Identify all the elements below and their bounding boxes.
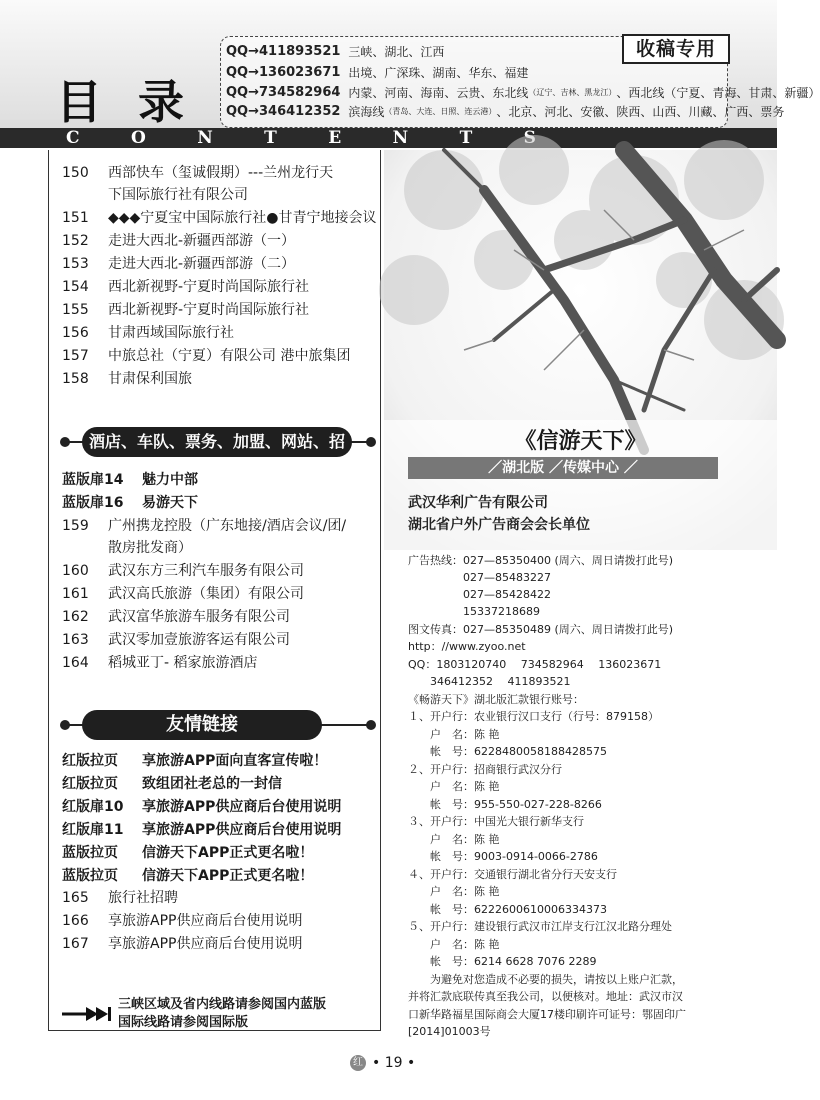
- entry-title: 西北新视野-宁夏时尚国际旅行社: [108, 279, 310, 295]
- page-number-label: • 19 •: [372, 1055, 416, 1071]
- entry-title: 信游天下APP正式更名啦！: [142, 868, 314, 884]
- entry-title: 走进大西北-新疆西部游（二）: [108, 256, 296, 272]
- qq-number: QQ→346412352: [226, 103, 341, 119]
- entry-title: 西部快车（玺诚假期）---兰州龙行天: [108, 165, 334, 181]
- info-line: ３、开户行：中国光大银行新华支行: [408, 815, 584, 828]
- entry-title: 信游天下APP正式更名啦！: [142, 845, 314, 861]
- entry-title: 西北新视野-宁夏时尚国际旅行社: [108, 302, 310, 318]
- page-number: 158: [62, 371, 89, 387]
- qq-line: [226, 61, 528, 83]
- toc-entry[interactable]: [62, 910, 302, 932]
- entry-title: 致组团社老总的一封信: [142, 776, 282, 792]
- page-ref: 红版扉10: [62, 799, 124, 815]
- info-line: 户 名：陈 艳: [408, 938, 500, 951]
- magazine-subtitle: ／湖北版 ／传媒中心 ／: [408, 457, 718, 479]
- page-ref: 红版拉页: [62, 776, 118, 792]
- toc-entry[interactable]: [62, 322, 234, 344]
- qq-regions-more: 、西北线（宁夏、青海、甘肃、新疆）: [616, 85, 820, 100]
- toc-entry[interactable]: [62, 583, 304, 605]
- info-line: 帐 号：9003-0914-0066-2786: [408, 850, 598, 863]
- info-line: ２、开户行：招商银行武汉分行: [408, 763, 562, 776]
- entry-title: 魅力中部: [142, 472, 198, 488]
- page-number: 157: [62, 348, 89, 364]
- page-number: 160: [62, 563, 89, 579]
- entry-title: 旅行社招聘: [108, 890, 178, 906]
- toc-entry[interactable]: [62, 345, 350, 367]
- info-line: 口新华路福星国际商会大厦17楼印刷许可证号：鄂固印广: [408, 1008, 686, 1021]
- qq-regions-more: 、北京、河北、安徽、陕西、山西、川藏、广西、票务: [496, 104, 785, 119]
- contents-letter: C: [66, 128, 80, 148]
- entry-title: 享旅游APP供应商后台使用说明: [142, 799, 342, 815]
- qq-regions: 滨海线: [348, 104, 385, 119]
- entry-title: 走进大西北-新疆西部游（一）: [108, 233, 296, 249]
- banner-dot: [60, 437, 70, 447]
- contents-letter: E: [328, 128, 342, 148]
- contents-letter: N: [392, 128, 409, 148]
- footer-note-line: 国际线路请参阅国际版: [118, 1015, 249, 1030]
- page-number: 167: [62, 936, 89, 952]
- toc-entry[interactable]: [62, 629, 290, 651]
- toc-entry[interactable]: [62, 368, 192, 390]
- entry-title: 武汉富华旅游车服务有限公司: [108, 609, 290, 625]
- info-line: 346412352 411893521: [408, 675, 571, 688]
- entry-title: 易游天下: [142, 495, 198, 511]
- qq-regions-small: （辽宁、吉林、黑龙江）: [528, 87, 617, 97]
- entry-title: 享旅游APP供应商后台使用说明: [108, 913, 303, 929]
- tree-photo: [384, 150, 777, 550]
- toc-entry[interactable]: [62, 162, 333, 184]
- page-ref: 蓝版扉16: [62, 495, 124, 511]
- toc-entry[interactable]: [62, 842, 313, 864]
- contents-letter: N: [197, 128, 213, 148]
- qq-line: [226, 100, 784, 122]
- toc-entry[interactable]: [62, 469, 198, 491]
- company-name: 武汉华利广告有限公司: [408, 495, 548, 511]
- contents-letter: T: [264, 128, 277, 148]
- toc-entry[interactable]: [62, 796, 341, 818]
- info-line: ５、开户行：建设银行武汉市江岸支行江汉北路分理处: [408, 920, 672, 933]
- info-line: 帐 号：6222600610006334373: [408, 903, 607, 916]
- qq-regions-small: （青岛、大连、日照、连云港）: [384, 106, 497, 116]
- page-number: 159: [62, 518, 89, 534]
- info-line: ４、开户行：交通银行湖北省分行天安支行: [408, 868, 617, 881]
- qq-number: QQ→136023671: [226, 64, 341, 80]
- contents-letter: T: [459, 128, 473, 148]
- page-ref: 蓝版拉页: [62, 845, 118, 861]
- entry-title: 下国际旅行社有限公司: [108, 187, 248, 203]
- footer-note: [62, 996, 326, 1032]
- page-number: 163: [62, 632, 89, 648]
- banner-dot: [366, 437, 376, 447]
- section-banner: [62, 710, 374, 740]
- entry-title: 享旅游APP供应商后台使用说明: [142, 822, 342, 838]
- qq-line: [226, 40, 444, 62]
- info-line: 并将汇款底联传真至我公司，以便核对。地址：武汉市汉: [408, 990, 683, 1003]
- info-line: 帐 号：955-550-027-228-8266: [408, 798, 602, 811]
- entry-title: 散房批发商）: [108, 540, 192, 556]
- info-line: １、开户行：农业银行汉口支行（行号：879158）: [408, 710, 659, 723]
- toc-entry[interactable]: [62, 207, 377, 229]
- page-ref: 红版拉页: [62, 753, 118, 769]
- entry-title: 武汉东方三利汽车服务有限公司: [108, 563, 304, 579]
- page-number: 150: [62, 165, 89, 181]
- entry-title: 甘肃西域国际旅行社: [108, 325, 234, 341]
- banner-label: 酒店、车队、票务、加盟、网站、招聘: [82, 427, 352, 457]
- banner-dot: [366, 720, 376, 730]
- website-link[interactable]: http：//www.zyoo.net: [408, 640, 526, 653]
- banner-dot: [60, 720, 70, 730]
- entry-title: 享旅游APP供应商后台使用说明: [108, 936, 303, 952]
- contents-letter: O: [130, 128, 146, 148]
- entry-title: 广州携龙控股（广东地接/酒店会议/团/: [108, 518, 347, 534]
- banner-label: 友情链接: [82, 710, 322, 740]
- toc-entry[interactable]: [62, 560, 304, 582]
- toc-entry[interactable]: [62, 253, 295, 275]
- info-line: 户 名：陈 艳: [408, 885, 500, 898]
- toc-entry-cont: [108, 184, 248, 206]
- info-line: 广告热线：027—85350400 (周六、周日请拨打此号): [408, 554, 674, 567]
- info-line: 027—85483227: [408, 571, 551, 584]
- entry-title: 甘肃保利国旅: [108, 371, 192, 387]
- page-ref: 蓝版扉14: [62, 472, 124, 488]
- page-title: 目 录: [56, 75, 195, 129]
- toc-entry[interactable]: [62, 773, 282, 795]
- page-number: 153: [62, 256, 89, 272]
- toc-entry[interactable]: [62, 299, 309, 321]
- arrow-icon: [62, 1004, 112, 1024]
- page-ref: 红版扉11: [62, 822, 124, 838]
- tree-image: [384, 150, 777, 550]
- page-number: 154: [62, 279, 89, 295]
- page-number: 165: [62, 890, 89, 906]
- info-line: 为避免对您造成不必要的损失，请按以上账户汇款，: [408, 973, 683, 986]
- footer-note-line: 三峡区域及省内线路请参阅国内蓝版: [118, 997, 327, 1012]
- info-line: 帐 号：6214 6628 7076 2289: [408, 955, 597, 968]
- entry-title: 武汉零加壹旅游客运有限公司: [108, 632, 290, 648]
- toc-entry[interactable]: [62, 515, 346, 537]
- toc-entry[interactable]: [62, 230, 295, 252]
- info-line: [2014]01003号: [408, 1025, 491, 1038]
- toc-entry[interactable]: [62, 819, 341, 841]
- page-number: 152: [62, 233, 89, 249]
- toc-entry[interactable]: [62, 887, 178, 909]
- info-line: 027—85428422: [408, 588, 551, 601]
- page-footer: [350, 1055, 415, 1071]
- submission-label: 收稿专用: [622, 34, 730, 64]
- qq-number: QQ→411893521: [226, 43, 341, 59]
- info-line: 帐 号：6228480058188428575: [408, 745, 607, 758]
- qq-number: QQ→734582964: [226, 84, 341, 100]
- section-badge: 红: [350, 1055, 366, 1071]
- toc-entry[interactable]: [62, 933, 302, 955]
- info-line: 户 名：陈 艳: [408, 780, 500, 793]
- magazine-title: 《信游天下》: [514, 429, 647, 454]
- info-line: 户 名：陈 艳: [408, 728, 500, 741]
- qq-regions: 内蒙、河南、海南、云贵、东北线: [348, 85, 529, 100]
- toc-entry[interactable]: [62, 606, 290, 628]
- info-line: 15337218689: [408, 605, 540, 618]
- page-number: 161: [62, 586, 89, 602]
- toc-entry[interactable]: [62, 276, 309, 298]
- info-line: 图文传真：027—85350489 (周六、周日请拨打此号): [408, 623, 674, 636]
- toc-entry[interactable]: [62, 492, 198, 514]
- page-number: 156: [62, 325, 89, 341]
- entry-title: 稻城亚丁- 稻家旅游酒店: [108, 655, 258, 671]
- toc-entry[interactable]: [62, 865, 313, 887]
- page-number: 166: [62, 913, 89, 929]
- info-line: QQ：1803120740 734582964 136023671: [408, 658, 662, 671]
- toc-entry[interactable]: [62, 652, 258, 674]
- qq-regions: 三峡、湖北、江西: [348, 44, 445, 59]
- info-line: 户 名：陈 艳: [408, 833, 500, 846]
- entry-title: ◆◆◆宁夏宝中国际旅行社●甘青宁地接会议: [108, 210, 377, 226]
- page-number: 151: [62, 210, 89, 226]
- toc-entry[interactable]: [62, 750, 327, 772]
- toc-entry-cont: [108, 537, 192, 559]
- entry-title: 中旅总社（宁夏）有限公司 港中旅集团: [108, 348, 351, 364]
- info-line: 《畅游天下》湖北版汇款银行账号：: [408, 693, 584, 706]
- company-role: 湖北省户外广告商会会长单位: [408, 517, 590, 533]
- page-ref: 蓝版拉页: [62, 868, 118, 884]
- page-number: 164: [62, 655, 89, 671]
- entry-title: 享旅游APP面向直客宣传啦！: [142, 753, 328, 769]
- entry-title: 武汉高氏旅游（集团）有限公司: [108, 586, 304, 602]
- page-number: 155: [62, 302, 89, 318]
- qq-regions: 出境、广深珠、湖南、华东、福建: [348, 65, 529, 80]
- page-number: 162: [62, 609, 89, 625]
